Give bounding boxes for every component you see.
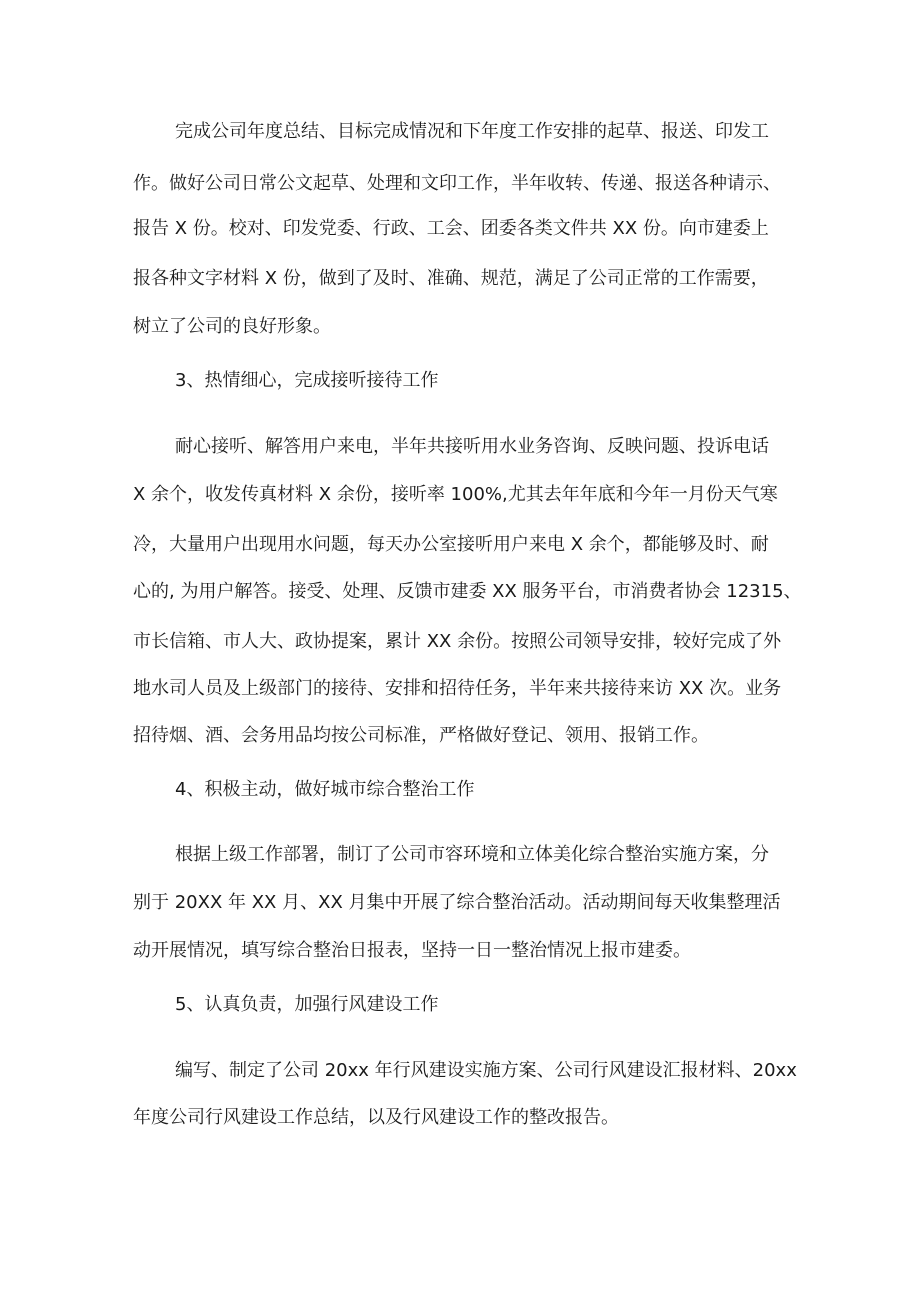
paragraph-line: 编写、制定了公司 20xx 年行风建设实施方案、公司行风建设汇报材料、20xx xyxy=(175,1060,797,1081)
paragraph-line: 心的, 为用户解答。接受、处理、反馈市建委 XX 服务平台，市消费者协会 12315、 xyxy=(133,581,802,602)
paragraph-line: 根据上级工作部署，制订了公司市容环境和立体美化综合整治实施方案，分 xyxy=(175,844,769,865)
paragraph-line: 树立了公司的良好形象。 xyxy=(133,316,331,337)
paragraph-line: 报各种文字材料 X 份，做到了及时、准确、规范，满足了公司正常的工作需要， xyxy=(133,268,769,289)
paragraph-line: 市长信箱、市人大、政协提案，累计 XX 余份。按照公司领导安排，较好完成了外 xyxy=(133,631,782,652)
paragraph-line: 别于 20XX 年 XX 月、XX 月集中开展了综合整治活动。活动期间每天收集整理活 xyxy=(133,892,781,913)
paragraph-line: 完成公司年度总结、目标完成情况和下年度工作安排的起草、报送、印发工 xyxy=(175,121,769,142)
paragraph-line: 招待烟、酒、会务用品均按公司标准，严格做好登记、领用、报销工作。 xyxy=(133,725,709,746)
paragraph-line: 作。做好公司日常公文起草、处理和文印工作，半年收转、传递、报送各种请示、 xyxy=(133,173,781,194)
section-heading: 4、积极主动，做好城市综合整治工作 xyxy=(175,779,475,800)
paragraph-line: 耐心接听、解答用户来电，半年共接听用水业务咨询、反映问题、投诉电话 xyxy=(175,436,769,457)
paragraph-line: 冷，大量用户出现用水问题，每天办公室接听用户来电 X 余个，都能够及时、耐 xyxy=(133,534,769,555)
paragraph-line: X 余个，收发传真材料 X 余份，接听率 100%,尤其去年年底和今年一月份天气寒 xyxy=(133,484,778,505)
section-heading: 3、热情细心，完成接听接待工作 xyxy=(175,370,439,391)
paragraph-line: 地水司人员及上级部门的接待、安排和招待任务，半年来共接待来访 XX 次。业务 xyxy=(133,678,782,699)
paragraph-line: 年度公司行风建设工作总结，以及行风建设工作的整改报告。 xyxy=(133,1107,619,1128)
section-heading: 5、认真负责，加强行风建设工作 xyxy=(175,994,439,1015)
paragraph-line: 报告 X 份。校对、印发党委、行政、工会、团委各类文件共 XX 份。向市建委上 xyxy=(133,218,769,239)
paragraph-line: 动开展情况，填写综合整治日报表，坚持一日一整治情况上报市建委。 xyxy=(133,940,691,961)
